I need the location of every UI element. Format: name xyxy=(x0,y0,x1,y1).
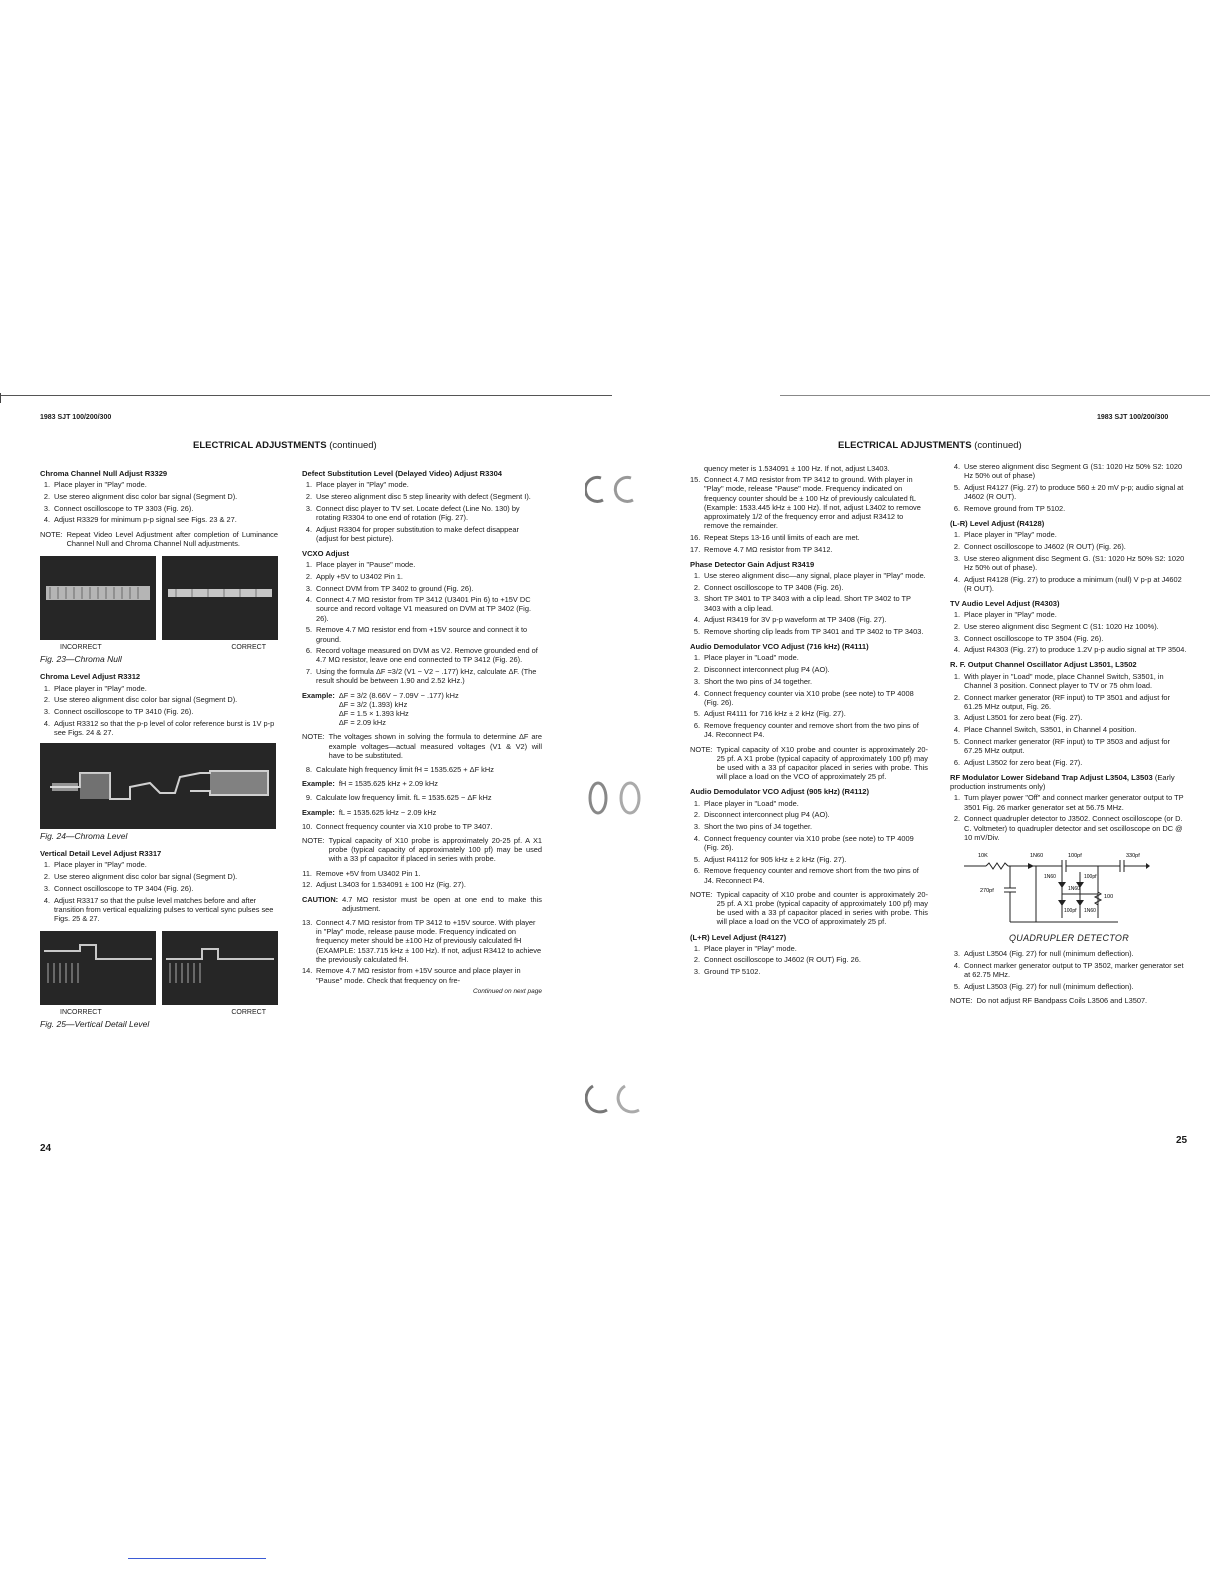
list-item: 2. Use stereo alignment disc 5 step linearity with defect (Segment I). xyxy=(305,491,531,501)
list-item: 8. Calculate high frequency limit fH = 1535.625 + ΔF kHz xyxy=(305,764,494,774)
list-item: 4. Use stereo alignment disc Segment G (S1: 1020 Hz 50% S2: 1020 Hz 50% out of phase) xyxy=(953,462,1183,481)
list-item: 4. Adjust R3419 for 3V p-p waveform at TP 3408 (Fig. 27). xyxy=(693,615,887,625)
schematic-label: 1N60 xyxy=(1068,885,1080,892)
list-item: 3. Connect DVM from TP 3402 to ground (Fig. 26). xyxy=(305,583,474,593)
column-4 xyxy=(950,462,1188,1010)
caution: CAUTION: 4.7 MΩ resistor must be open at one end to make this adjustment. xyxy=(302,894,542,913)
list-item: 5. Adjust L3503 (Fig. 27) for null (minimum deflection). xyxy=(953,981,1134,991)
list-item: 3. Short the two pins of J4 together. xyxy=(693,676,813,686)
list-item: 1. Place player in "Play" mode. xyxy=(43,480,147,490)
section-heading: Audio Demodulator VCO Adjust (716 kHz) (R4111) xyxy=(690,642,869,652)
list-item: 4. Adjust R3317 so that the pulse level matches before and after transition from vertical equalizing pulses to vertical sync pulses see Figs. 25 & 27. xyxy=(43,895,274,923)
oscilloscope-photo-chroma-level xyxy=(40,743,276,829)
step-list xyxy=(302,560,542,685)
list-item: 6. Remove frequency counter and remove short from the two pins of J4. Reconnect P4. xyxy=(693,866,919,885)
list-item: 5. Connect marker generator (RF input) to TP 3503 and adjust for 67.25 MHz output. xyxy=(953,736,1170,756)
quadrupler-detector-schematic xyxy=(950,848,1188,932)
column-1 xyxy=(40,469,278,1030)
continued-text: quency meter is 1.534091 ± 100 Hz. If not, adjust L3403. xyxy=(704,464,890,473)
page-number-right: 25 xyxy=(1176,1135,1188,1146)
schematic-label: 100pf xyxy=(1084,873,1097,880)
running-head-right: 1983 SJT 100/200/300 xyxy=(1097,414,1169,421)
list-item: 4. Connect frequency counter via X10 probe (see note) to TP 4008 (Fig. 26). xyxy=(693,688,914,707)
list-item: 1. Place player in "Play" mode. xyxy=(953,530,1057,540)
list-item: 4. Connect marker generator output to TP 3502, marker generator set at 62.75 MHz. xyxy=(953,960,1184,980)
section-heading: (L+R) Level Adjust (R4127) xyxy=(690,932,787,942)
step-list xyxy=(690,475,928,554)
section-heading: (L-R) Level Adjust (R4128) xyxy=(950,519,1045,529)
section-heading: Audio Demodulator VCO Adjust (905 kHz) (R4112) xyxy=(690,787,870,797)
section-heading: Chroma Channel Null Adjust R3329 xyxy=(40,469,168,478)
list-item: 1. Place player in "Play" mode. xyxy=(43,860,147,870)
list-item: 13. Connect 4.7 MΩ resistor from TP 3412 to +15V source. With player in "Play" mode, release pause mode. Frequency indicated on frequency meter should be ±100 Hz of previously calculated fH (EXAMPLE: 1537.715 kHz ± 100 Hz). If not, adjust R3412 to achieve the previously calculated fH. xyxy=(302,917,542,964)
running-head-left: 1983 SJT 100/200/300 xyxy=(40,414,112,421)
list-item: 1. Place player in "Load" mode. xyxy=(693,798,799,808)
list-item: 3. Adjust L3504 (Fig. 27) for null (minimum deflection). xyxy=(953,949,1134,959)
list-item: 16. Repeat Steps 13-16 until limits of each are met. xyxy=(690,532,860,542)
list-item: 5. Adjust R4111 for 716 kHz ± 2 kHz (Fig. 27). xyxy=(693,709,846,719)
step-list xyxy=(690,799,928,885)
list-item: 6. Remove ground from TP 5102. xyxy=(953,503,1066,513)
list-item: 4. Adjust R4128 (Fig. 27) to produce a minimum (null) V p-p at J4602 (R OUT). xyxy=(953,574,1182,593)
example-block: Example: fL = 1535.625 kHz − 2.09 kHz xyxy=(302,807,437,817)
list-item: 1. Place player in "Pause" mode. xyxy=(305,560,416,570)
step-list xyxy=(950,462,1188,513)
note: NOTE: Do not adjust RF Bandpass Coils L3506 and L3507. xyxy=(950,995,1148,1005)
step-list xyxy=(302,765,542,774)
list-item: 11. Remove +5V from U3402 Pin 1. xyxy=(302,868,421,878)
list-item: 1. Place player in "Play" mode. xyxy=(693,943,797,953)
section-heading: Phase Detector Gain Adjust R3419 xyxy=(690,559,815,569)
list-item: 3. Ground TP 5102. xyxy=(693,967,761,977)
list-item: 2. Connect oscilloscope to J4602 (R OUT) Fig. 26. xyxy=(693,955,861,965)
list-item: 4. Connect 4.7 MΩ resistor from TP 3412 (U3401 Pin 6) to +15V DC source and record voltage V1 measured on DVM at TP 3402 (Fig. 26). xyxy=(305,595,531,623)
list-item: 1. Place player in "Play" mode. xyxy=(305,480,409,490)
list-item: 4. Adjust R3304 for proper substitution to make defect disappear (adjust for best picture). xyxy=(305,524,519,543)
example-block: Example: ΔF = 3/2 (8.66V − 7.09V − .177) kHz ΔF = 3/2 (1.393) kHz ΔF = 1.5 × 1.393 kHz ΔF = 2.09 kHz xyxy=(302,690,459,728)
step-list xyxy=(302,918,542,985)
list-item: 2. Connect quadrupler detector to J3502. Connect oscilloscope (or D. C. Voltmeter) to quadrupler detector and set oscilloscope on DC @ 10 mV/Div. xyxy=(953,814,1183,842)
list-item: 17. Remove 4.7 MΩ resistor from TP 3412. xyxy=(690,544,833,554)
bottom-rule xyxy=(128,1558,266,1559)
list-item: 2. Disconnect interconnect plug P4 (AO). xyxy=(693,665,830,675)
list-item: 4. Place Channel Switch, S3501, in Channel 4 position. xyxy=(953,725,1137,735)
list-item: 4. Adjust R3329 for minimum p-p signal see Figs. 23 & 27. xyxy=(43,515,237,525)
list-item: 2. Use stereo alignment disc Segment C (S1: 1020 Hz 100%). xyxy=(953,621,1159,631)
list-item: 1. Use stereo alignment disc—any signal, place player in "Play" mode. xyxy=(693,571,926,581)
step-list xyxy=(950,793,1188,842)
fig25-photos xyxy=(40,931,278,1005)
page-title-left xyxy=(193,440,377,451)
step-list xyxy=(40,684,278,738)
example-block: Example: fH = 1535.625 kHz + 2.09 kHz xyxy=(302,779,438,789)
list-item: 3. Connect disc player to TV set. Locate defect (Line No. 130) by rotating R3304 to one end of rotation (Fig. 27). xyxy=(305,503,520,522)
figure-caption: Fig. 25—Vertical Detail Level xyxy=(40,1019,150,1030)
note: NOTE: Typical capacity of X10 probe and counter is approximately 20-25 pf. A X1 probe (typical capacity of approximately 100 pf) may be used with a 33 pf capacitor placed in series with probe. This will place a load on the VCO of approximately 25 pf. xyxy=(690,889,928,927)
list-item: 6. Adjust L3502 for zero beat (Fig. 27). xyxy=(953,757,1083,767)
step-list xyxy=(302,793,542,802)
step-list xyxy=(690,571,928,636)
list-item: 4. Connect frequency counter via X10 probe (see note) to TP 4009 (Fig. 26). xyxy=(693,833,914,852)
step-list xyxy=(950,949,1188,991)
list-item: 1. Place player in "Load" mode. xyxy=(693,653,799,663)
list-item: 5. Adjust R4127 (Fig. 27) to produce 560 ± 20 mV p-p; audio signal at J4602 (R OUT). xyxy=(953,482,1184,502)
list-item: 3. Use stereo alignment disc Segment G. (S1: 1020 Hz 50% S2: 1020 Hz 50% out of phase). xyxy=(953,553,1185,572)
binder-hole-2 xyxy=(580,778,650,818)
list-item: 3. Connect oscilloscope to TP 3404 (Fig. 26). xyxy=(43,883,194,893)
oscilloscope-photo-correct xyxy=(162,931,278,1005)
schematic-label: 1N60 xyxy=(1044,873,1056,880)
step-list xyxy=(40,860,278,923)
list-item: 4. Adjust R4303 (Fig. 27) to produce 1.2V p-p audio signal at TP 3504. xyxy=(953,645,1187,655)
column-3 xyxy=(690,462,928,979)
list-item: 15. Connect 4.7 MΩ resistor from TP 3412 to ground. With player in "Play" mode, release "Pause" mode. Frequency indicated on frequency counter should be ± 100 Hz of previously calculated fL (Example: 1533.445 kHz ± 100 Hz). If not, adjust L3402 to remove approximately 1/2 of the frequency error and adjust R3412 to remove the remainder. xyxy=(690,475,921,531)
title-suffix: (continued) xyxy=(329,440,377,451)
list-item: 3. Adjust L3501 for zero beat (Fig. 27). xyxy=(953,713,1083,723)
list-item: 7. Using the formula ΔF =3/2 (V1 − V2 − .177) kHz, calculate ΔF. (The result should be between 1.90 and 2.52 kHz.) xyxy=(305,667,537,686)
page-number-left: 24 xyxy=(40,1143,52,1154)
schematic-label: 1N60 xyxy=(1030,852,1044,859)
section-heading: Chroma Level Adjust R3312 xyxy=(40,672,141,682)
list-item: 3. Short TP 3401 to TP 3403 with a clip lead. Short TP 3402 to TP 3403 with a clip lead. xyxy=(693,594,911,613)
list-item: 1. Turn player power "Off" and connect marker generator output to TP 3501 Fig. 26 marker generator set at 56.75 MHz. xyxy=(953,793,1184,812)
list-item: 3. Connect oscilloscope to TP 3504 (Fig. 26). xyxy=(953,633,1104,643)
oscilloscope-photo-correct xyxy=(162,556,278,640)
step-list xyxy=(950,610,1188,654)
left-margin-mark xyxy=(0,393,7,403)
list-item: 6. Remove frequency counter and remove short from the two pins of J4. Reconnect P4. xyxy=(693,721,919,740)
list-item: 2. Connect marker generator (RF input) to TP 3501 and adjust for 61.25 MHz output, Fig. 26. xyxy=(953,692,1170,711)
figure-caption: Fig. 24—Chroma Level xyxy=(40,831,128,842)
title-suffix: (continued) xyxy=(974,440,1022,451)
list-item: 2. Apply +5V to U3402 Pin 1. xyxy=(305,571,403,581)
schematic-label: 270pf xyxy=(980,887,994,894)
list-item: 5. Remove 4.7 MΩ resistor end from +15V source and connect it to ground. xyxy=(305,625,528,644)
list-item: 6. Record voltage measured on DVM as V2. Remove grounded end of 4.7 MΩ resistor, leave one end connected to TP 3412 (Fig. 26). xyxy=(305,646,538,665)
oscilloscope-photo-incorrect xyxy=(40,931,156,1005)
list-item: 12. Adjust L3403 for 1.534091 ± 100 Hz (Fig. 27). xyxy=(302,880,466,890)
list-item: 2. Connect oscilloscope to J4602 (R OUT) (Fig. 26). xyxy=(953,541,1126,551)
binder-hole-3 xyxy=(585,1080,647,1114)
schematic-label: 10K xyxy=(978,852,988,859)
section-heading: TV Audio Level Adjust (R4303) xyxy=(950,598,1060,608)
fig23-labels: INCORRECT CORRECT xyxy=(60,643,266,651)
step-list xyxy=(690,653,928,739)
top-rule-right xyxy=(780,395,1210,396)
list-item: 9. Calculate low frequency limit. fL = 1535.625 − ΔF kHz xyxy=(305,793,492,803)
step-list xyxy=(302,480,542,543)
list-item: 5. Remove shorting clip leads from TP 3401 and TP 3402 to TP 3403. xyxy=(693,627,924,637)
list-item: 14. Remove 4.7 MΩ resistor from +15V source and place player in "Pause" mode. Check that frequency on fre- xyxy=(302,966,521,985)
section-heading: RF Modulator Lower Sideband Trap Adjust L3504, L3503 (Early production instruments only) xyxy=(950,772,1175,792)
step-list xyxy=(950,530,1188,593)
list-item: 2. Use stereo alignment disc color bar signal (Segment D). xyxy=(43,695,238,705)
fig23-photos xyxy=(40,556,278,640)
figure-caption: Fig. 23—Chroma Null xyxy=(40,654,122,665)
section-heading: VCXO Adjust xyxy=(302,548,349,558)
list-item: 3. Short the two pins of J4 together. xyxy=(693,822,813,831)
continued-note: Continued on next page xyxy=(472,988,542,996)
step-list xyxy=(302,822,542,831)
section-heading: R. F. Output Channel Oscillator Adjust L3501, L3502 xyxy=(950,660,1137,670)
step-list xyxy=(950,672,1188,767)
binder-hole-1 xyxy=(585,470,647,504)
list-item: 1. With player in "Load" mode, place Channel Switch, S3501, in Channel 3 position. Connect player to TV or 75 ohm load. xyxy=(953,671,1164,690)
list-item: 1. Place player in "Play" mode. xyxy=(953,610,1057,620)
list-item: 3. Connect oscilloscope to TP 3410 (Fig. 26). xyxy=(43,706,194,716)
note: NOTE: Repeat Video Level Adjustment after completion of Luminance Channel Null and Chroma Channel Null adjustments. xyxy=(40,529,278,548)
list-item: 2. Connect oscilloscope to TP 3408 (Fig. 26). xyxy=(693,582,844,592)
list-item: 2. Use stereo alignment disc color bar signal (Segment D). xyxy=(43,872,238,882)
top-rule-left xyxy=(0,395,612,396)
note: NOTE: Typical capacity of X10 probe is approximately 20-25 pf. A X1 probe (typical capacity of approximately 100 pf) may be used with a 33 pf capacitor if placed in series with probe. xyxy=(302,836,542,864)
list-item: 4. Adjust R3312 so that the p-p level of color reference burst is 1V p-p see Figs. 24 & 27. xyxy=(43,718,275,737)
column-2 xyxy=(302,469,542,997)
page-title-right xyxy=(838,440,1022,451)
schematic-label: 100 xyxy=(1104,893,1114,900)
oscilloscope-photo-incorrect xyxy=(40,556,156,640)
note: NOTE: The voltages shown in solving the formula to determine ΔF are example voltages—actual measured voltages (V1 & V2) will have to be substituted. xyxy=(302,732,542,760)
step-list xyxy=(302,869,542,890)
fig25-labels: INCORRECT CORRECT xyxy=(60,1009,266,1017)
list-item: 3. Connect oscilloscope to TP 3303 (Fig. 26). xyxy=(43,503,194,513)
title-text: ELECTRICAL ADJUSTMENTS xyxy=(838,440,972,451)
title-text: ELECTRICAL ADJUSTMENTS xyxy=(193,440,327,451)
step-list xyxy=(40,480,278,524)
schematic-label: 100pf xyxy=(1068,852,1082,859)
list-item: 2. Use stereo alignment disc color bar signal (Segment D). xyxy=(43,491,238,501)
step-list xyxy=(690,944,928,977)
list-item: 1. Place player in "Play" mode. xyxy=(43,683,147,693)
list-item: 10. Connect frequency counter via X10 probe to TP 3407. xyxy=(302,821,493,831)
list-item: 2. Disconnect interconnect plug P4 (AO). xyxy=(693,810,830,820)
note: NOTE: Typical capacity of X10 probe and counter is approximately 20-25 pf. A X1 probe (typical capacity of approximately 100 pf) may be used with a 33 pf capacitor placed in series with probe. This will place a load on the VCO of approximately 25 pf. xyxy=(690,744,928,782)
section-heading: Defect Substitution Level (Delayed Video) Adjust R3304 xyxy=(302,469,503,478)
schematic-label: 100pf xyxy=(1064,907,1077,914)
schematic-label: 1N60 xyxy=(1084,907,1096,914)
figure-caption: QUADRUPLER DETECTOR xyxy=(1008,932,1130,943)
schematic-label: 330pf xyxy=(1126,852,1140,859)
section-heading: Vertical Detail Level Adjust R3317 xyxy=(40,849,162,859)
list-item: 5. Adjust R4112 for 905 kHz ± 2 kHz (Fig. 27). xyxy=(693,854,847,864)
